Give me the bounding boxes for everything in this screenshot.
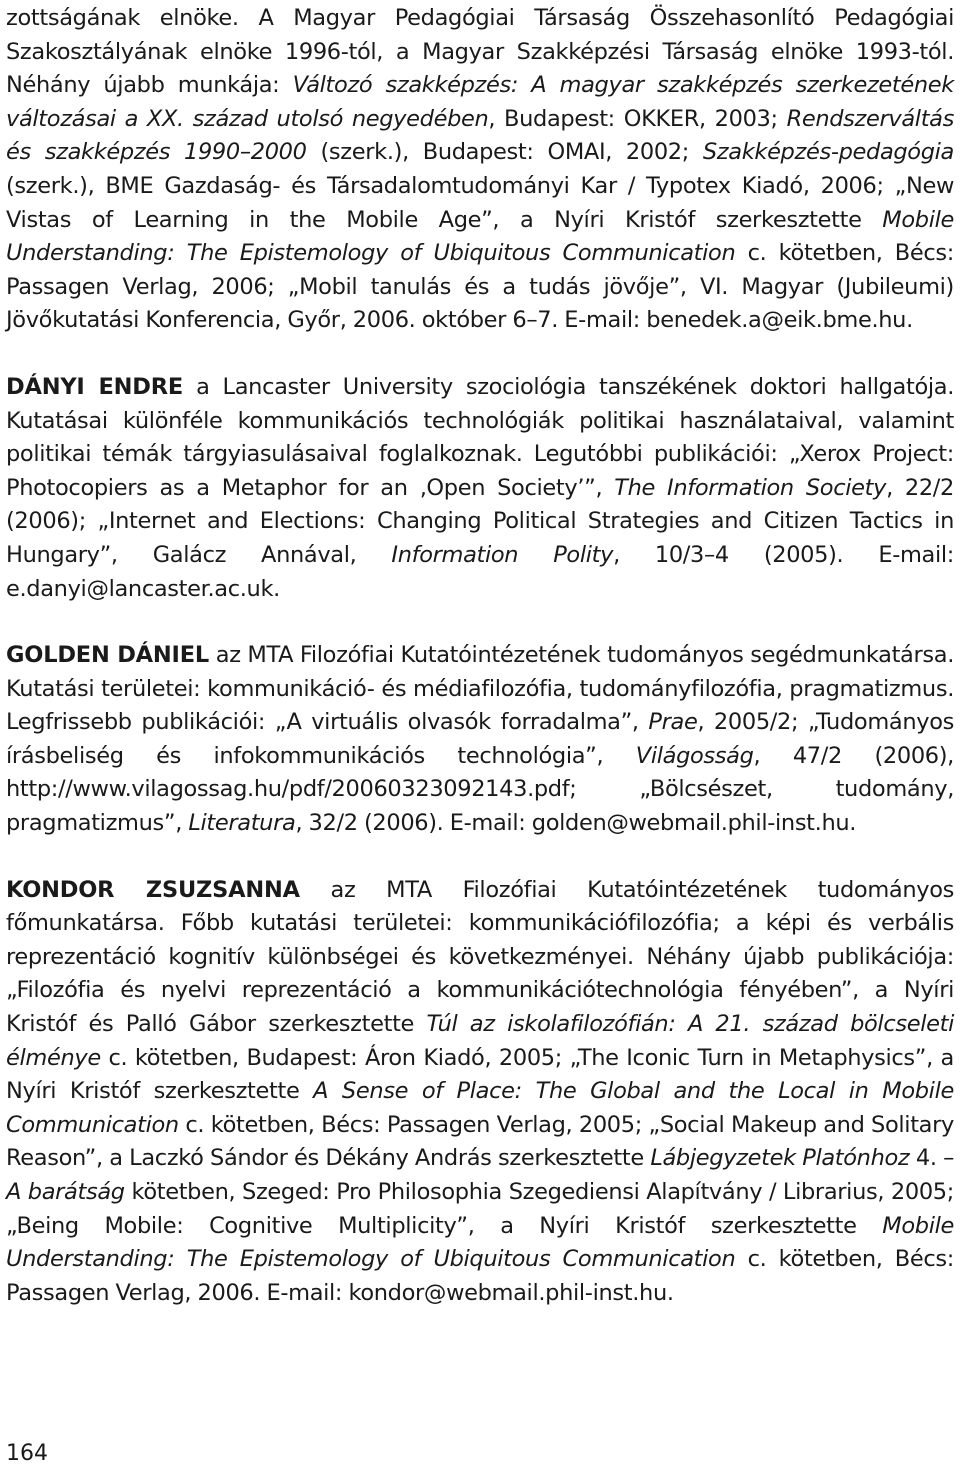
text-run: c. kötetben, Budapest: Áron Kiadó, 2005; „The Iconic Turn in Metaphysics”, a Nyíri Kristóf szerkesztette (6, 1044, 954, 1105)
italic-title: Prae (648, 709, 698, 736)
italic-title: The Information Society (614, 474, 887, 501)
author-name: KONDOR ZSUZSANNA (6, 876, 300, 903)
bio-paragraph-golden (6, 639, 954, 841)
italic-title: A barátság (6, 1179, 125, 1205)
bio-text (6, 642, 954, 836)
text-run: c. kötetben, Bécs: Passagen Verlag, 2006; „Mobil tanulás és a tudás jövője”, VI. Magyar (Jubileumi) Jövőkutatási Konferencia, Győr, 2006. október 6–7. E-mail: benedek.a@eik.bme.hu. (6, 240, 954, 334)
text-run: , Budapest: OKKER, 2003; (488, 105, 787, 132)
text-run: az MTA Filozófiai Kutatóintézetének tudományos segédmunkatársa. Kutatási területei: kommunikáció- és médiafilozófia, tudományfilozófia, pragmatizmus. Legfrissebb publikációi: „A virtuális olvasók forradalma”, (6, 642, 954, 736)
bio-paragraph-danyi (6, 371, 954, 606)
text-run: c. kötetben, Bécs: Passagen Verlag, 2006. E-mail: kondor@webmail.phil-inst.hu. (6, 1246, 954, 1306)
text-run: , 32/2 (2006). E-mail: golden@webmail.phil-inst.hu. (295, 810, 857, 837)
italic-title: Information Polity (391, 541, 614, 568)
text-run: c. kötetben, Bécs: Passagen Verlag, 2005; „Social Makeup and Solitary Reason”, a Laczkó Sándor és Dékány András szerkesztette (6, 1111, 954, 1172)
text-run: , 47/2 (2006), http://www.vilagossag.hu/pdf/20060323092143.pdf; „Bölcsészet, tudomány, pragmatizmus”, (6, 742, 954, 837)
bio-text (6, 374, 954, 602)
page-number: 164 (6, 1441, 48, 1466)
author-name: DÁNYI ENDRE (6, 373, 184, 400)
text-run: 4. – (909, 1145, 954, 1172)
author-name: GOLDEN DÁNIEL (6, 642, 209, 669)
italic-title: Változó szakképzés: A magyar szakképzés szerkezetének változásai a XX. század utolsó negyedében (6, 72, 954, 132)
text-run: zottságának elnöke. A Magyar Pedagógiai Társaság Összehasonlító Pedagógiai Szakosztályának elnöke 1996-tól, a Magyar Szakképzési Társaság elnöke 1993-tól. Néhány újabb munkája: (6, 5, 954, 99)
text-run: a Lancaster University szociológia tanszékének doktori hallgatója. Kutatásai különféle kommunikációs technológiák politikai használataival, valamint politikai témák tárgyiasulásaival foglalkoznak. Legutóbbi publikációi: „Xerox Project: Photocopiers as a Metaphor for an ‚Open Society’”, (6, 373, 954, 501)
bio-paragraph-benedek (6, 2, 954, 338)
bio-text (6, 5, 954, 333)
text-run: kötetben, Szeged: Pro Philosophia Szegediensi Alapítvány / Librarius, 2005; „Being Mobile: Cognitive Multiplicity”, a Nyíri Kristóf szerkesztette (6, 1179, 954, 1239)
text-run: , 22/2 (2006); „Internet and Elections: Changing Political Strategies and Citizen Tactics in Hungary”, Galácz Annával, (6, 474, 954, 568)
italic-title: Világosság (635, 742, 754, 769)
italic-title: Szakképzés-pedagógia (702, 139, 954, 166)
italic-title: Literatura (188, 810, 296, 837)
text-run: , 10/3–4 (2005). E-mail: e.danyi@lancaster.ac.uk. (6, 541, 954, 602)
italic-title: Rendszerváltás és szakképzés 1990–2000 (6, 105, 954, 166)
italic-title: Túl az iskolafilozófián: A 21. század bölcseleti élménye (6, 1011, 954, 1071)
page-body (6, 0, 954, 1310)
italic-title: A Sense of Place: The Global and the Local in Mobile Communication (6, 1078, 954, 1138)
text-run: (szerk.), Budapest: OMAI, 2002; (306, 139, 703, 166)
text-run: (szerk.), BME Gazdaság- és Társadalomtudományi Kar / Typotex Kiadó, 2006; „New Vistas of Learning in the Mobile Age”, a Nyíri Kristóf szerkesztette (6, 172, 954, 233)
text-run: az MTA Filozófiai Kutatóintézetének tudományos főmunkatársa. Főbb kutatási területei: kommunikációfilozófia; a képi és verbális reprezentáció kognitív különbségei és következményei. Néhány újabb publikációja: „Filozófia és nyelvi reprezentáció a kommunikációtechnológia fényében”, a Nyíri Kristóf és Palló Gábor szerkesztette (6, 876, 954, 1038)
italic-title: Lábjegyzetek Platónhoz (650, 1145, 910, 1172)
italic-title: Mobile Understanding: The Epistemology of Ubiquitous Communication (6, 1212, 954, 1273)
italic-title: Mobile Understanding: The Epistemology of Ubiquitous Communication (6, 206, 954, 267)
text-run: , 2005/2; „Tudományos írásbeliség és infokommunikációs technológia”, (6, 709, 954, 769)
bio-text (6, 877, 954, 1306)
bio-paragraph-kondor (6, 874, 954, 1311)
